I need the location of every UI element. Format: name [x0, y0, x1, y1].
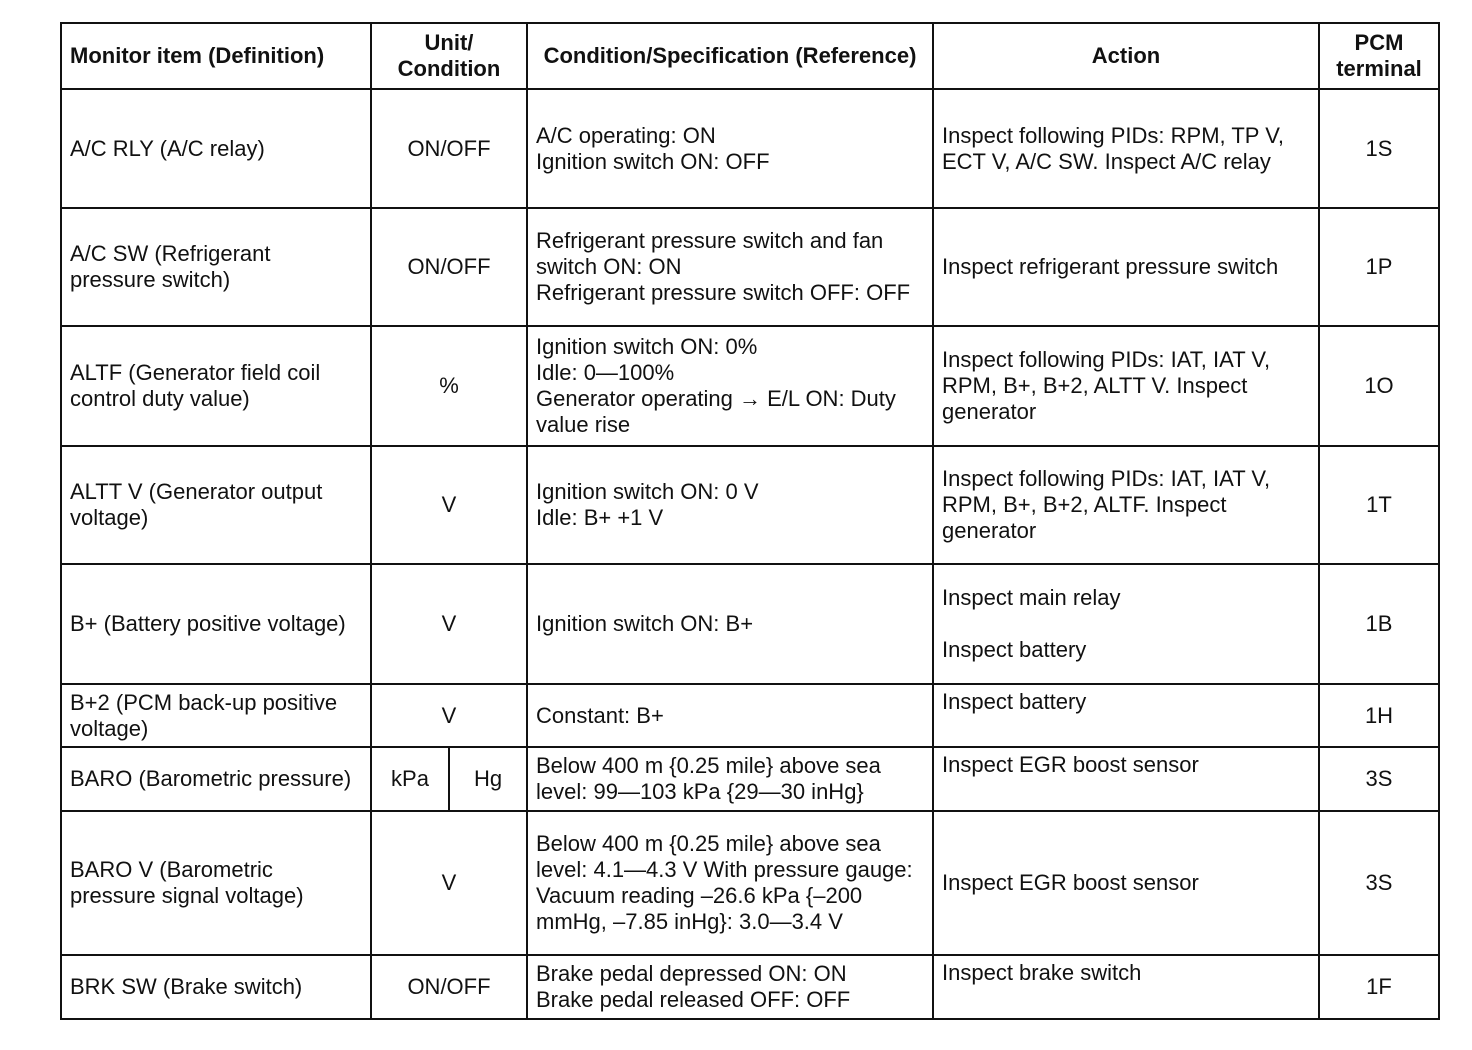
table-row: [61, 955, 1439, 1019]
monitor-item-cell: BARO (Barometric pressure): [61, 747, 371, 811]
header-monitor-item: Monitor item (Definition): [61, 23, 371, 89]
terminal-cell: 1F: [1319, 955, 1439, 1019]
monitor-item-cell: BRK SW (Brake switch): [61, 955, 371, 1019]
condition-cell: Ignition switch ON: B+: [527, 564, 933, 684]
monitor-item-cell: A/C RLY (A/C relay): [61, 89, 371, 208]
terminal-cell: 1S: [1319, 89, 1439, 208]
action-cell: Inspect following PIDs: IAT, IAT V, RPM, B+, B+2, ALTT V. Inspect generator: [933, 326, 1319, 446]
condition-cell: Below 400 m {0.25 mile} above sea level: 99—103 kPa {29—30 inHg}: [527, 747, 933, 811]
header-row: [61, 23, 1439, 89]
condition-cell: Constant: B+: [527, 684, 933, 747]
pid-monitor-table: [60, 22, 1440, 1020]
terminal-cell: 3S: [1319, 747, 1439, 811]
terminal-cell: 1P: [1319, 208, 1439, 326]
header-unit-condition: Unit/ Condition: [371, 23, 527, 89]
unit-cell: V: [371, 811, 527, 955]
unit-kpa-cell: kPa: [371, 747, 449, 811]
condition-cell: Brake pedal depressed ON: ON Brake pedal released OFF: OFF: [527, 955, 933, 1019]
action-cell: Inspect EGR boost sensor: [933, 747, 1319, 811]
action-gap: [942, 611, 1310, 637]
unit-cell: ON/OFF: [371, 955, 527, 1019]
monitor-item-cell: A/C SW (Refrigerant pressure switch): [61, 208, 371, 326]
unit-cell: ON/OFF: [371, 208, 527, 326]
condition-cell: Below 400 m {0.25 mile} above sea level: 4.1—4.3 V With pressure gauge: Vacuum reading –26.6 kPa {–200 mmHg, –7.85 inHg}: 3.0—3.4 V: [527, 811, 933, 955]
condition-cell: Refrigerant pressure switch and fan switch ON: ON Refrigerant pressure switch OFF: OFF: [527, 208, 933, 326]
monitor-item-cell: BARO V (Barometric pressure signal voltage): [61, 811, 371, 955]
table-row: [61, 811, 1439, 955]
action-cell: Inspect following PIDs: RPM, TP V, ECT V, A/C SW. Inspect A/C relay: [933, 89, 1319, 208]
unit-cell: ON/OFF: [371, 89, 527, 208]
table-row: [61, 446, 1439, 564]
terminal-cell: 1T: [1319, 446, 1439, 564]
action-cell: Inspect EGR boost sensor: [933, 811, 1319, 955]
action-line: Inspect battery: [942, 637, 1087, 662]
terminal-cell: 1B: [1319, 564, 1439, 684]
unit-cell: V: [371, 564, 527, 684]
monitor-item-cell: B+2 (PCM back-up positive voltage): [61, 684, 371, 747]
monitor-item-cell: B+ (Battery positive voltage): [61, 564, 371, 684]
action-cell: Inspect brake switch: [933, 955, 1319, 1019]
table-row: [61, 747, 1439, 811]
header-pcm-terminal: PCM terminal: [1319, 23, 1439, 89]
action-cell: Inspect following PIDs: IAT, IAT V, RPM, B+, B+2, ALTF. Inspect generator: [933, 446, 1319, 564]
unit-hg-cell: Hg: [449, 747, 527, 811]
unit-cell: %: [371, 326, 527, 446]
table-row: [61, 89, 1439, 208]
terminal-cell: 1O: [1319, 326, 1439, 446]
unit-cell: V: [371, 684, 527, 747]
table-row: [61, 564, 1439, 684]
terminal-cell: 1H: [1319, 684, 1439, 747]
table-row: [61, 326, 1439, 446]
unit-cell: V: [371, 446, 527, 564]
monitor-item-cell: ALTT V (Generator output voltage): [61, 446, 371, 564]
table-row: [61, 208, 1439, 326]
terminal-cell: 3S: [1319, 811, 1439, 955]
action-cell: Inspect battery: [933, 684, 1319, 747]
header-condition-specification: Condition/Specification (Reference): [527, 23, 933, 89]
header-action: Action: [933, 23, 1319, 89]
condition-cell: Ignition switch ON: 0% Idle: 0—100% Generator operating → E/L ON: Duty value rise: [527, 326, 933, 446]
monitor-item-cell: ALTF (Generator field coil control duty value): [61, 326, 371, 446]
action-cell: Inspect refrigerant pressure switch: [933, 208, 1319, 326]
table-row: [61, 684, 1439, 747]
condition-cell: A/C operating: ON Ignition switch ON: OFF: [527, 89, 933, 208]
action-cell: [933, 564, 1319, 684]
action-line: Inspect main relay: [942, 585, 1121, 610]
condition-cell: Ignition switch ON: 0 V Idle: B+ +1 V: [527, 446, 933, 564]
